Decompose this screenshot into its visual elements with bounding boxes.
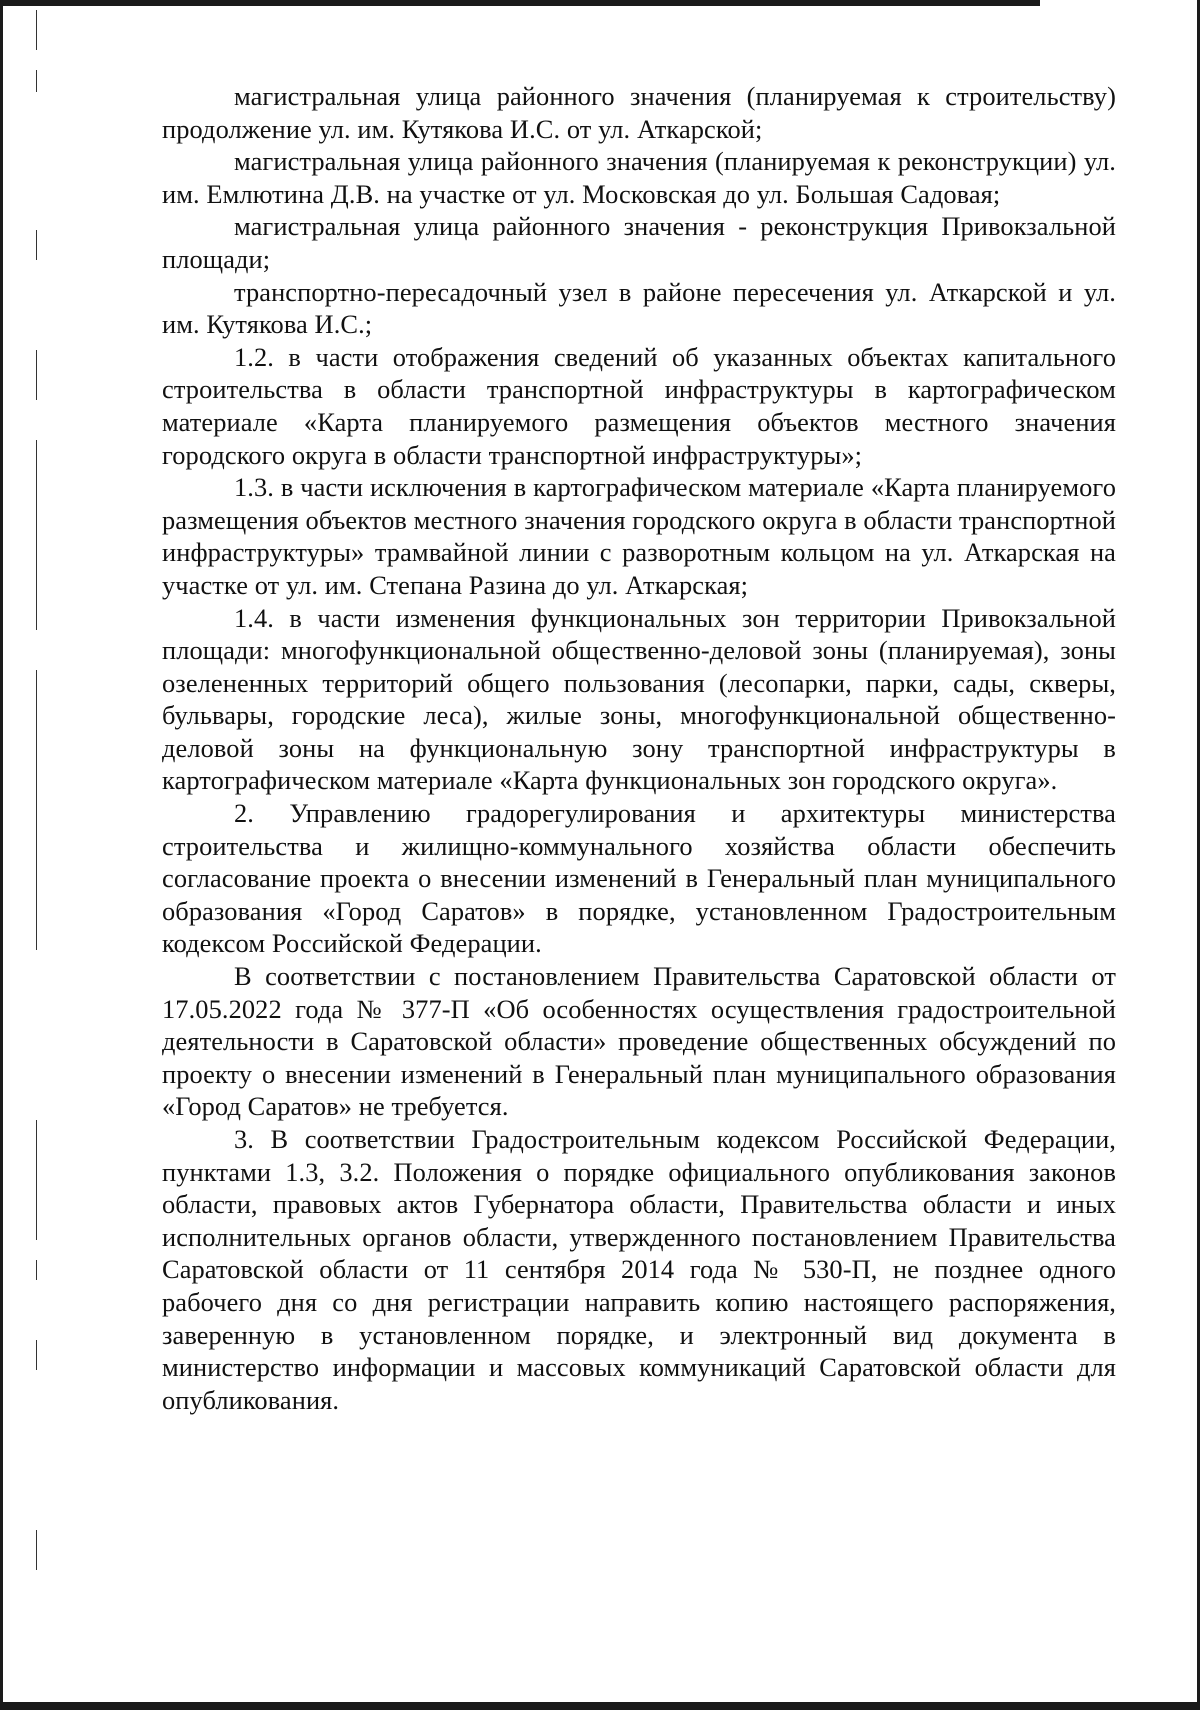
paragraph-item-3: 3. В соответствии Градостроительным кодексом Российской Федерации, пунктами 1.3, 3.2. Положения о порядке официального опубликования законов области, правовых актов Губернатора области, Правительства области и иных исполнительных органов области, утвержденного постановлением Правительства Саратовской области от 11 сентября 2014 года № 530-П, не позднее одного рабочего дня со дня регистрации направить копию настоящего распоряжения, заверенную в установленном порядке, и электронный вид документа в министерство информации и массовых коммуникаций Саратовской области для опубликования. [162, 1124, 1116, 1415]
scan-left-edge [0, 0, 3, 1710]
paragraph-transport-hub: транспортно-пересадочный узел в районе пересечения ул. Аткарской и ул. им. Кутякова И.С.; [162, 276, 1116, 340]
scan-bottom-edge [0, 1702, 1200, 1710]
paragraph-item-1-4: 1.4. в части изменения функциональных зон территории Привокзальной площади: многофункциональной общественно-деловой зоны (планируемая), зоны озелененных территорий общего пользования (лесопарки, парки, сады, скверы, бульвары, городские леса), жилые зоны, многофункциональной общественно-деловой зоны на функциональную зону транспортной инфраструктуры в картографическом материале «Карта функциональных зон городского округа». [162, 602, 1116, 796]
scan-binding-marks [28, 0, 42, 1710]
paragraph-public-hearings: В соответствии с постановлением Правительства Саратовской области от 17.05.2022 года № 377-П «Об особенностях осуществления градостроительной деятельности в Саратовской области» проведение общественных обсуждений по проекту о внесении изменений в Генеральный план муниципального образования «Город Саратов» не требуется. [162, 961, 1116, 1122]
paragraph-item-1-3: 1.3. в части исключения в картографическом материале «Карта планируемого размещения объектов местного значения городского округа в области транспортной инфраструктуры» трамвайной линии с разворотным кольцом на ул. Аткарская на участке от ул. им. Степана Разина до ул. Аткарская; [162, 472, 1116, 600]
document-page [162, 80, 1116, 1416]
paragraph-item-1-2: 1.2. в части отображения сведений об указанных объектах капитального строительства в области транспортной инфраструктуры в картографическом материале «Карта планируемого размещения объектов местного значения городского округа в области транспортной инфраструктуры»; [162, 341, 1116, 470]
paragraph-street-2: магистральная улица районного значения (планируемая к реконструкции) ул. им. Емлютина Д.В. на участке от ул. Московская до ул. Большая Садовая; [162, 146, 1116, 209]
paragraph-item-2: 2. Управлению градорегулирования и архитектуры министерства строительства и жилищно-коммунального хозяйства области обеспечить согласование проекта о внесении изменений в Генеральный план муниципального образования «Город Саратов» в порядке, установленном Градостроительным кодексом Российской Федерации. [162, 798, 1116, 959]
scan-top-edge [0, 0, 1200, 6]
paragraph-street-1: магистральная улица районного значения (планируемая к строительству) продолжение ул. им. Кутякова И.С. от ул. Аткарской; [162, 81, 1116, 144]
paragraph-street-3: магистральная улица районного значения - реконструкция Привокзальной площади; [162, 211, 1116, 274]
